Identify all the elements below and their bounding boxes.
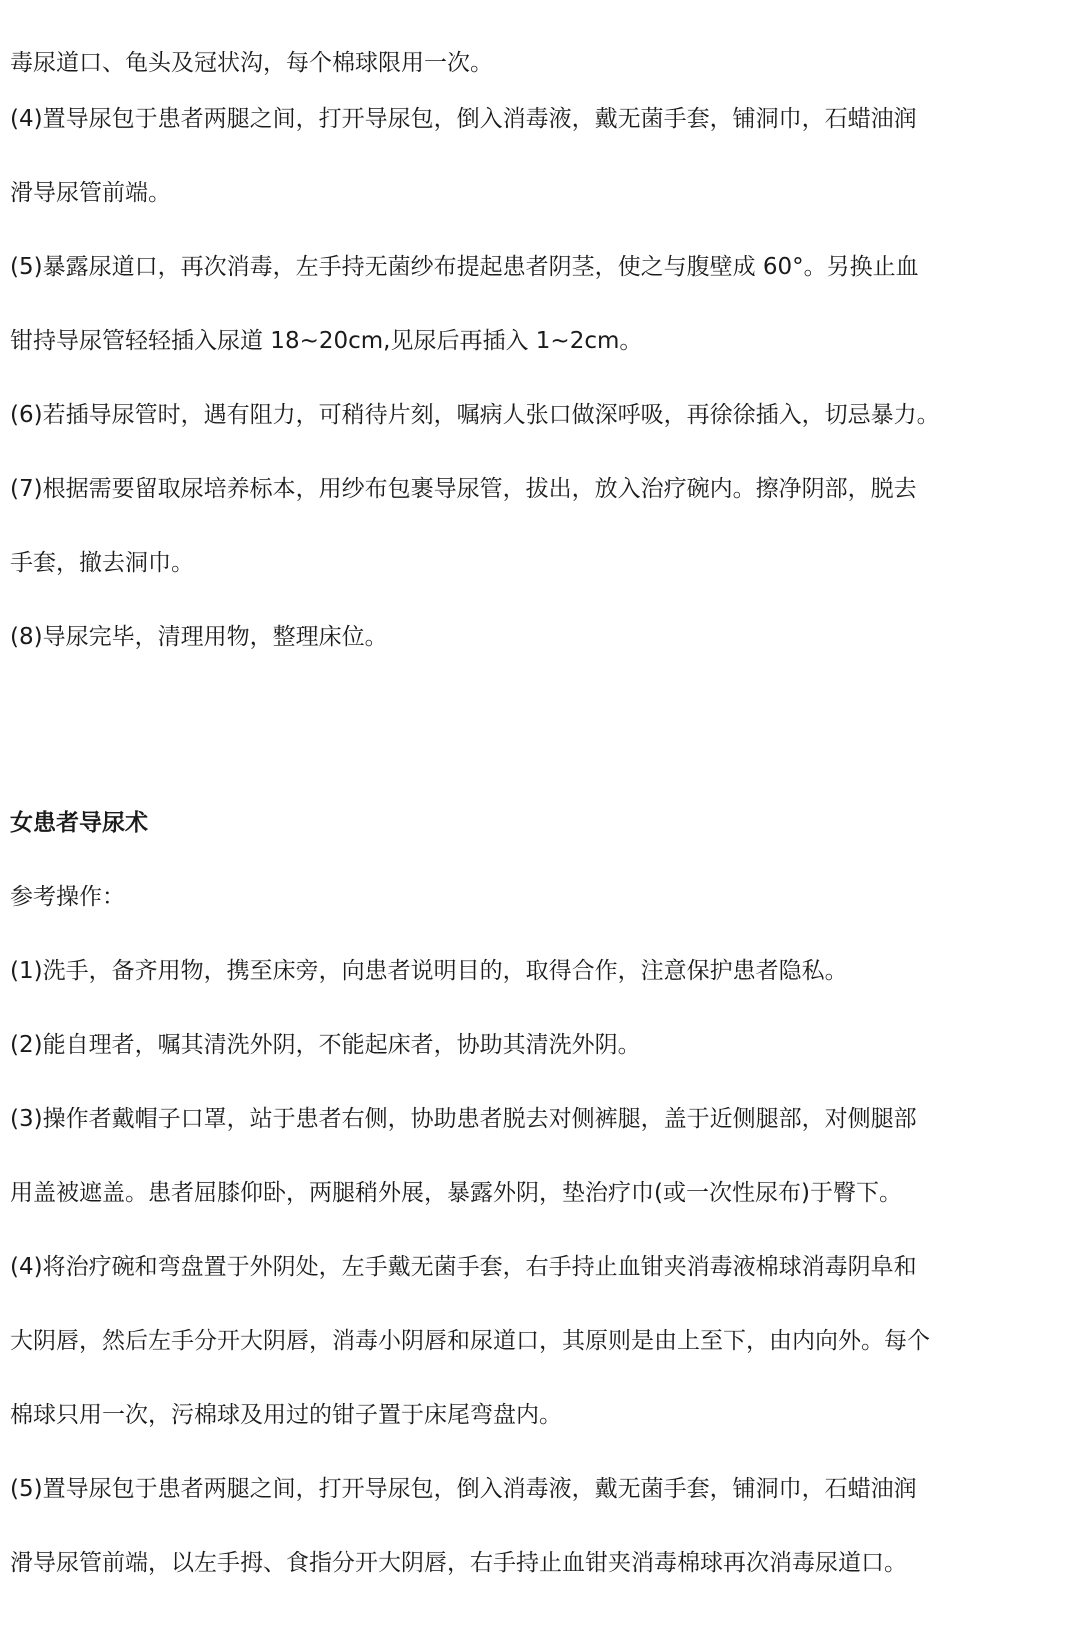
paragraph-line: 用盖被遮盖。患者屈膝仰卧，两腿稍外展，暴露外阴，垫治疗巾(或一次性尿布)于臀下。 — [10, 1180, 902, 1206]
document-body — [10, 44, 1060, 1600]
paragraph-line: (4)置导尿包于患者两腿之间，打开导尿包，倒入消毒液，戴无菌手套，铺洞巾，石蜡油润 — [10, 106, 917, 132]
paragraph-line: (3)操作者戴帽子口罩，站于患者右侧，协助患者脱去对侧裤腿，盖于近侧腿部，对侧腿部 — [10, 1106, 917, 1132]
paragraph-line: 大阴唇，然后左手分开大阴唇，消毒小阴唇和尿道口，其原则是由上至下，由内向外。每个 — [10, 1328, 930, 1354]
paragraph-line: 滑导尿管前端。 — [10, 180, 171, 206]
paragraph-line: (7)根据需要留取尿培养标本，用纱布包裹导尿管，拔出，放入治疗碗内。擦净阴部，脱去 — [10, 476, 917, 502]
paragraph-line: (8)导尿完毕，清理用物，整理床位。 — [10, 624, 388, 650]
paragraph-line: 参考操作： — [10, 884, 125, 910]
paragraph-line: (5)置导尿包于患者两腿之间，打开导尿包，倒入消毒液，戴无菌手套，铺洞巾，石蜡油润 — [10, 1476, 917, 1502]
paragraph-line: (4)将治疗碗和弯盘置于外阴处，左手戴无菌手套，右手持止血钳夹消毒液棉球消毒阴阜和 — [10, 1254, 917, 1280]
paragraph-line: 毒尿道口、龟头及冠状沟，每个棉球限用一次。 — [10, 50, 493, 76]
section-heading: 女患者导尿术 — [10, 810, 148, 836]
paragraph-line: 手套，撤去洞巾。 — [10, 550, 194, 576]
paragraph-line: 滑导尿管前端，以左手拇、食指分开大阴唇，右手持止血钳夹消毒棉球再次消毒尿道口。 — [10, 1550, 907, 1576]
section-gap — [10, 674, 1060, 786]
paragraph-line: 钳持导尿管轻轻插入尿道 18~20cm,见尿后再插入 1~2cm。 — [10, 328, 643, 354]
paragraph-line: (1)洗手，备齐用物，携至床旁，向患者说明目的，取得合作，注意保护患者隐私。 — [10, 958, 848, 984]
paragraph-line: (5)暴露尿道口，再次消毒，左手持无菌纱布提起患者阴茎，使之与腹壁成 60°。另换止血 — [10, 254, 919, 280]
paragraph-line: (6)若插导尿管时，遇有阻力，可稍待片刻，嘱病人张口做深呼吸，再徐徐插入，切忌暴力。 — [10, 402, 940, 428]
paragraph-line: 棉球只用一次，污棉球及用过的钳子置于床尾弯盘内。 — [10, 1402, 562, 1428]
paragraph-line: (2)能自理者，嘱其清洗外阴，不能起床者，协助其清洗外阴。 — [10, 1032, 641, 1058]
